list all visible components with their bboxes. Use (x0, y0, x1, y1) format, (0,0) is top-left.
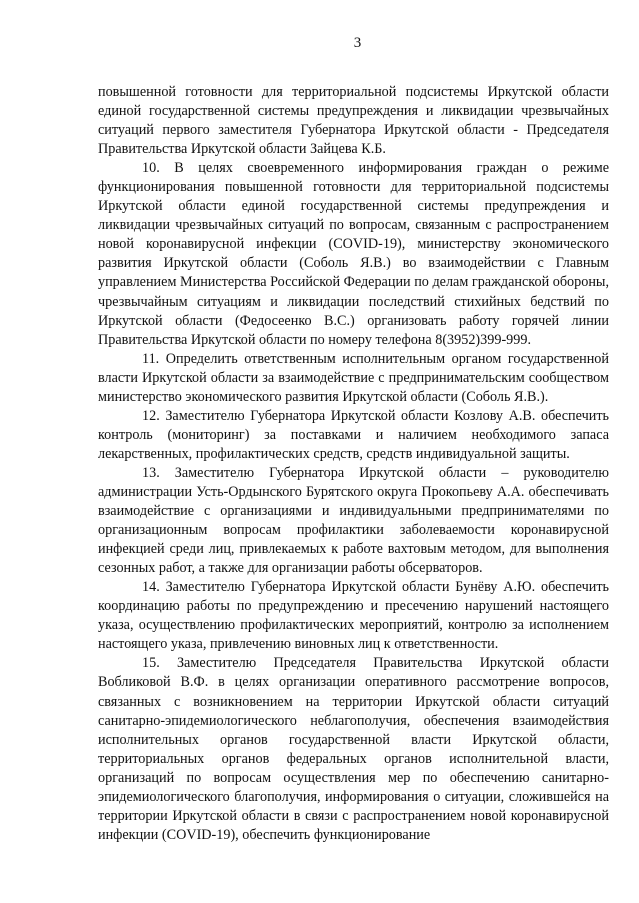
paragraph-10: 10. В целях своевременного информирования граждан о режиме функционирования повышенной готовности для территориальной подсистемы Иркутской области единой государственной системы предупреждения и ликвидации чрезвычайных ситуаций по вопросам, связанным с распространением новой коронавирусной инфекции (COVID-19), министерству экономического развития Иркутской области (Соболь Я.В.) во взаимодействии с Главным управлением Министерства Российской Федерации по делам гражданской обороны, чрезвычайным ситуациям и ликвидации последствий стихийных бедствий по Иркутской области (Федосеенко В.С.) организовать работу горячей линии Правительства Иркутской области по номеру телефона 8(3952)399-999. (98, 160, 609, 348)
paragraph-14: 14. Заместителю Губернатора Иркутской области Бунёву А.Ю. обеспечить координацию работы по предупреждению и пресечению нарушений настоящего указа, осуществлению профилактических мероприятий, контролю за исполнением настоящего указа, привлечению виновных лиц к ответственности. (98, 579, 609, 653)
page-number: 3 (353, 35, 362, 51)
paragraph-15: 15. Заместителю Председателя Правительства Иркутской области Вобликовой В.Ф. в целях организации оперативного рассмотрение вопросов, связанных с возникновением на территории Иркутской области ситуаций санитарно-эпидемиологического неблагополучия, обеспечения взаимодействия исполнительных органов государственной власти Иркутской области, территориальных органов федеральных органов исполнительной власти, организаций по вопросам осуществления мер по обеспечению санитарно-эпидемиологического благополучия, информирования о ситуации, сложившейся на территории Иркутской области в связи с распространением новой коронавирусной инфекции (COVID-19), обеспечить функционирование (98, 655, 609, 843)
paragraph-13: 13. Заместителю Губернатора Иркутской области – руководителю администрации Усть-Ордынского Бурятского округа Прокопьеву А.А. обеспечивать взаимодействие с организациями и индивидуальными предпринимателями по организационным вопросам профилактики заболеваемости коронавирусной инфекцией среди лиц, привлекаемых к работе вахтовым методом, для выполнения сезонных работ, а также для организации работы обсерваторов. (98, 464, 609, 577)
paragraph-11: 11. Определить ответственным исполнительным органом государственной власти Иркутской области за взаимодействие с предпринимательским сообществом министерство экономического развития Иркутской области (Соболь Я.В.). (98, 350, 609, 405)
paragraph-12: 12. Заместителю Губернатора Иркутской области Козлову А.В. обеспечить контроль (мониторинг) за поставками и наличием необходимого запаса лекарственных, профилактических средств, средств индивидуальной защиты. (98, 407, 609, 462)
paragraph-continuation: повышенной готовности для территориальной подсистемы Иркутской области единой государственной системы предупреждения и ликвидации чрезвычайных ситуаций первого заместителя Губернатора Иркутской области - Председателя Правительства Иркутской области Зайцева К.Б. (98, 84, 609, 158)
